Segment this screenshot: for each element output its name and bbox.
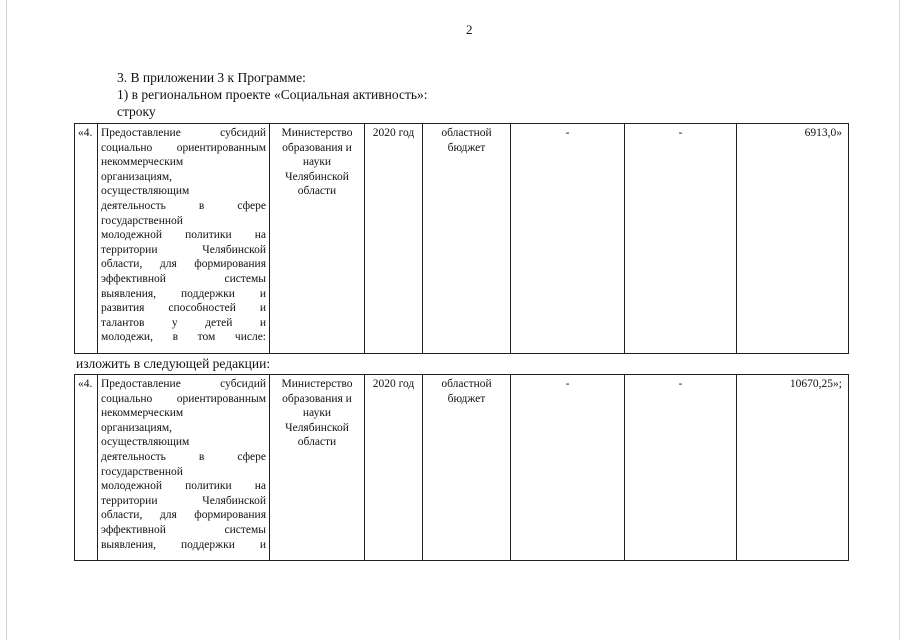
executor-line: Министерство (281, 127, 353, 139)
executor-line: Челябинской (285, 421, 349, 434)
executor-cell (270, 124, 365, 354)
executor-line: образования и (282, 392, 352, 405)
col6-cell: - (625, 375, 737, 561)
description-line: молодежи, в том числе: (101, 331, 266, 344)
description-line: государственной (101, 214, 183, 227)
table-row (75, 375, 849, 561)
page-number: 2 (466, 22, 473, 37)
executor-cell (270, 375, 365, 561)
description-line: осуществляющим (101, 436, 190, 449)
description-line: области, для формирования (101, 258, 266, 271)
table-row (75, 124, 849, 354)
amount-cell: 6913,0» (737, 124, 849, 354)
description-line: Предоставление субсидий (101, 378, 266, 390)
table-new-row (74, 374, 849, 561)
description-line: области, для формирования (101, 509, 266, 522)
description-line: осуществляющим (101, 185, 190, 198)
description-line: организациям, (101, 421, 173, 434)
executor-line: науки (302, 407, 332, 420)
source-cell (423, 124, 511, 354)
description-line: Предоставление субсидий (101, 127, 266, 139)
description-line: территории Челябинской (101, 494, 266, 507)
intro-line-3: строку (117, 104, 156, 119)
source-line: бюджет (447, 141, 486, 154)
description-line: некоммерческим (101, 156, 184, 169)
description-cell (98, 375, 270, 561)
year-cell: 2020 год (365, 124, 423, 354)
executor-line: Министерство (281, 378, 353, 390)
executor-line: области (297, 185, 337, 198)
scan-edge-right (899, 0, 900, 640)
scan-edge-left (6, 0, 7, 640)
executor-line: области (297, 436, 337, 449)
description-line: социально ориентированным (101, 392, 266, 405)
description-line: молодежной политики на (101, 229, 266, 242)
description-line: молодежной политики на (101, 480, 266, 493)
description-line: организациям, (101, 170, 173, 183)
table-old-row (74, 123, 849, 354)
executor-line: Челябинской (285, 170, 349, 183)
row-number: «4. (75, 375, 98, 561)
source-line: областной (441, 127, 492, 139)
description-line: эффективной системы (101, 523, 266, 536)
col5-cell: - (511, 124, 625, 354)
executor-line: науки (302, 156, 332, 169)
source-line: областной (441, 378, 492, 390)
amount-cell: 10670,25»; (737, 375, 849, 561)
col6-cell: - (625, 124, 737, 354)
description-line: государственной (101, 465, 183, 478)
description-line: эффективной системы (101, 272, 266, 285)
col5-cell: - (511, 375, 625, 561)
description-line: выявления, поддержки и (101, 287, 266, 300)
source-cell (423, 375, 511, 561)
description-line: развития способностей и (101, 302, 266, 315)
year-cell: 2020 год (365, 375, 423, 561)
executor-line: образования и (282, 141, 352, 154)
description-line: социально ориентированным (101, 141, 266, 154)
intro-line-2: 1) в региональном проекте «Социальная активность»: (117, 87, 428, 102)
description-line: выявления, поддержки и (101, 538, 266, 551)
intro-line-1: 3. В приложении 3 к Программе: (117, 70, 306, 85)
description-cell (98, 124, 270, 354)
description-line: деятельность в сфере (101, 199, 266, 212)
description-line: деятельность в сфере (101, 450, 266, 463)
description-line: некоммерческим (101, 407, 184, 420)
description-line: талантов у детей и (101, 316, 266, 329)
row-number: «4. (75, 124, 98, 354)
middle-text: изложить в следующей редакции: (76, 356, 271, 371)
source-line: бюджет (447, 392, 486, 405)
description-line: территории Челябинской (101, 243, 266, 256)
